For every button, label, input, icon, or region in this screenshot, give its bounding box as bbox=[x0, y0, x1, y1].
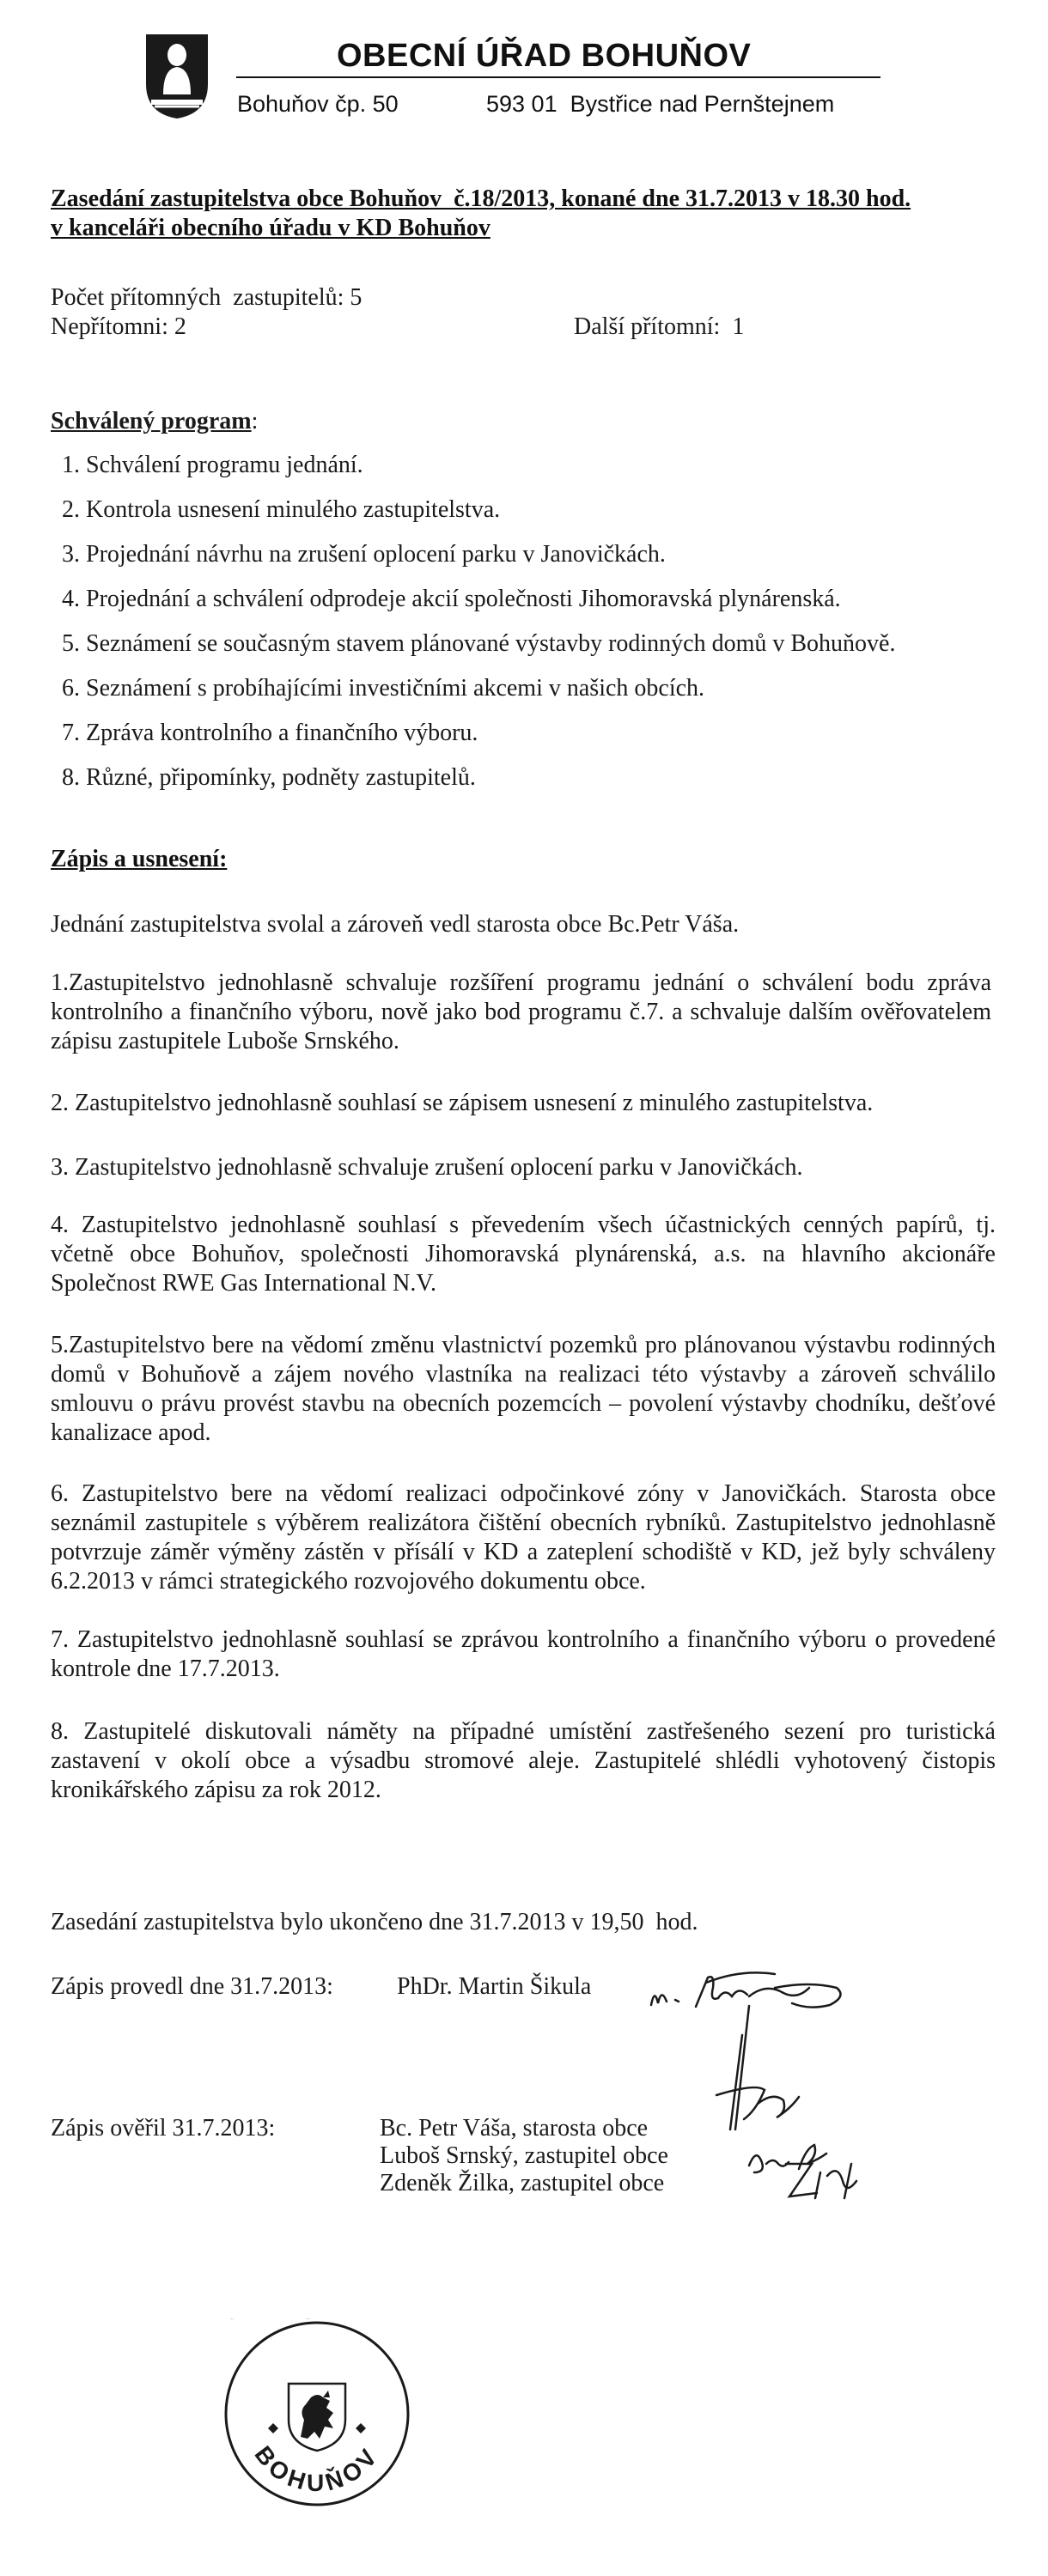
coat-of-arms-logo bbox=[143, 31, 211, 120]
recorded-label: Zápis provedl dne 31.7.2013: bbox=[51, 1973, 333, 2000]
office-address: Bohuňov čp. 50 bbox=[237, 91, 399, 117]
resolution-7: 7. Zastupitelstvo jednohlasně souhlasí se zprávou kontrolního a finančního výboru o provedené kontrole dne 17.7.2013. bbox=[51, 1626, 996, 1682]
stamp-shield-icon bbox=[289, 2384, 345, 2451]
program-item: 4. Projednání a schválení odprodeje akcií společnosti Jihomoravská plynárenská. bbox=[62, 586, 841, 612]
resolution-2: 2. Zastupitelstvo jednohlasně souhlasí se zápisem usnesení z minulého zastupitelstva. bbox=[51, 1090, 874, 1116]
meeting-title-line1: Zasedání zastupitelstva obce Bohuňov č.18/2013, konané dne 31.7.2013 v 18.30 hod. bbox=[51, 185, 911, 212]
official-stamp bbox=[222, 2318, 412, 2509]
verifier-2: Luboš Srnský, zastupitel obce bbox=[380, 2142, 668, 2169]
program-heading-colon: : bbox=[251, 408, 259, 434]
stamp-top-text bbox=[222, 2318, 324, 2324]
attendance-present: Počet přítomných zastupitelů: 5 bbox=[51, 284, 363, 311]
signature-mayor bbox=[704, 2001, 807, 2138]
verifier-1: Bc. Petr Váša, starosta obce bbox=[380, 2115, 649, 2142]
program-item: 8. Různé, připomínky, podněty zastupitelů. bbox=[62, 764, 476, 791]
program-item: 5. Seznámení se současným stavem plánované výstavby rodinných domů v Bohuňově. bbox=[62, 630, 896, 657]
program-list bbox=[62, 451, 895, 808]
verifier-3: Zdeněk Žilka, zastupitel obce bbox=[380, 2170, 665, 2196]
verified-label: Zápis ověřil 31.7.2013: bbox=[51, 2115, 276, 2142]
resolution-1: 1.Zastupitelstvo jednohlasně schvaluje rozšíření programu jednání o schválení bodu zpráva kontrolního a finančního výboru, nově jako bod programu č.7. a schvaluje dalším ověřovatelem zápisu zastupitele Luboše Srnského. bbox=[51, 969, 991, 1054]
attendance-absent: Nepřítomni: 2 bbox=[51, 313, 186, 340]
program-item: 6. Seznámení s probíhajícími investičními akcemi v našich obcích. bbox=[62, 675, 705, 702]
resolution-3: 3. Zastupitelstvo jednohlasně schvaluje zrušení oplocení parku v Janovičkách. bbox=[51, 1154, 803, 1181]
resolution-6: 6. Zastupitelstvo bere na vědomí realizaci odpočinkové zóny v Janovičkách. Starosta obce seznámil zastupitele s výběrem realizátora čištění obecních rybníků. Zastupitelstvo jednohlasně potvrzuje záměr výměny zástěn v přísálí v KD a zateplení schodiště v KD, jež byly schváleny 6.2.2013 v rámci strategického rozvojového dokumentu obce. bbox=[51, 1480, 996, 1595]
resolution-4: 4. Zastupitelstvo jednohlasně souhlasí s převedením všech účastnických cenných papírů, tj. včetně obce Bohuňov, společnosti Jihomoravská plynárenská, a.s. na hlavního akcionáře Společnost RWE Gas International N.V. bbox=[51, 1212, 996, 1297]
program-item: 7. Zpráva kontrolního a finančního výboru. bbox=[62, 720, 478, 746]
program-heading-text: Schválený program bbox=[51, 408, 252, 434]
minutes-heading: Zápis a usnesení: bbox=[51, 846, 228, 872]
resolution-8: 8. Zastupitelé diskutovali náměty na případné umístění zastřešeného sezení pro turistická zastavení v okolí obce a výsadbu stromové aleje. Zastupitelé shlédli vyhotovený čistopis kronikářského zápisu za rok 2012. bbox=[51, 1718, 996, 1803]
meeting-title-line2: v kanceláři obecního úřadu v KD Bohuňov bbox=[51, 215, 490, 241]
office-postal: 593 01 Bystřice nad Pernštejnem bbox=[486, 91, 835, 117]
minutes-intro: Jednání zastupitelstva svolal a zároveň vedl starosta obce Bc.Petr Váša. bbox=[51, 911, 740, 938]
stamp-bottom-text: BOHUŇOV bbox=[249, 2440, 385, 2497]
resolution-5: 5.Zastupitelstvo bere na vědomí změnu vlastnictví pozemků pro plánovanou výstavbu rodinných domů v Bohuňově a zájem nového vlastníka na realizaci této výstavby a zároveň schválilo smlouvu o právu provést stavbu na obecních pozemcích – povolení výstavby chodníku, dešťové kanalizace apod. bbox=[51, 1332, 996, 1446]
program-item: 2. Kontrola usnesení minulého zastupitelstva. bbox=[62, 496, 501, 523]
meeting-ended: Zasedání zastupitelstva bylo ukončeno dne 31.7.2013 v 19,50 hod. bbox=[51, 1909, 698, 1935]
program-heading bbox=[51, 407, 258, 436]
recorded-by: PhDr. Martin Šikula bbox=[397, 1973, 592, 2000]
program-item: 1. Schválení programu jednání. bbox=[62, 452, 363, 478]
office-title: OBECNÍ ÚŘAD BOHUŇOV bbox=[337, 38, 752, 74]
header-rule bbox=[236, 76, 880, 78]
program-item: 3. Projednání návrhu na zrušení oplocení parku v Janovičkách. bbox=[62, 541, 666, 568]
attendance-others: Další přítomní: 1 bbox=[574, 313, 745, 340]
signature-zilka bbox=[777, 2147, 880, 2207]
